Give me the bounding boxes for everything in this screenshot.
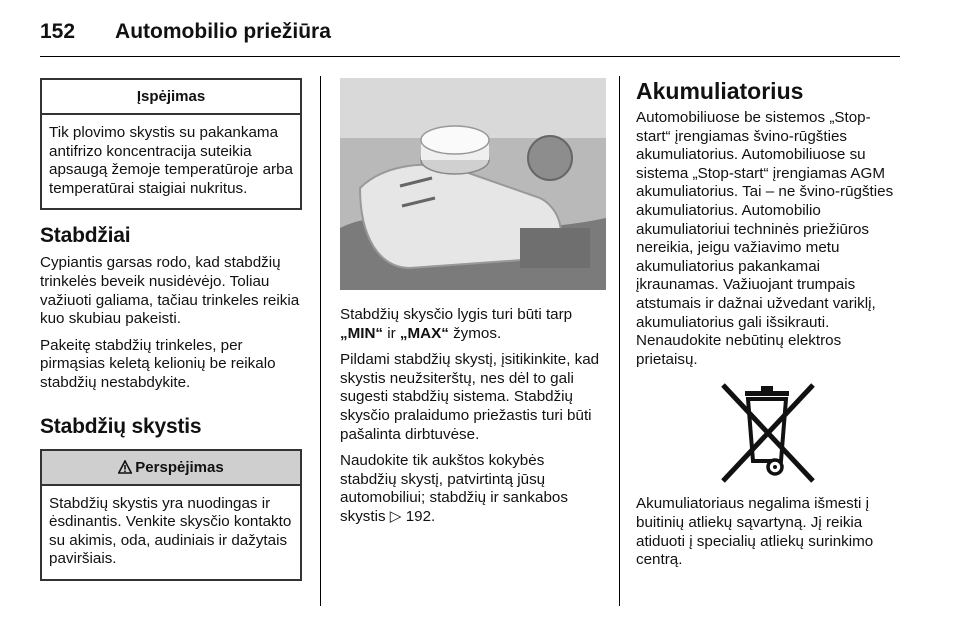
fluid-quality-text: Naudokite tik aukštos kokybės stabdžių skystį, patvirtintą jūsų automobiliui; stabdžių ir sankabos skystis	[340, 452, 568, 525]
page-ref-arrow-icon: ▷	[389, 507, 402, 525]
warning-triangle-icon	[118, 460, 132, 474]
filling-para: Pildami stabdžių skystį, įsitikinkite, kad skystis neužsiterštų, nes dėl to gali sugesti stabdžių sistema. Stabdžių skysčio pralaidumo priežastis turi būti pašalinta dirbtuvėse.	[340, 351, 600, 443]
section-title: Automobilio priežiūra	[115, 20, 331, 43]
fluid-level-text	[340, 306, 602, 343]
page-number: 152	[40, 20, 76, 43]
min-mark: „MIN“	[340, 324, 384, 342]
brakes-para-1: Cypiantis garsas rodo, kad stabdžių trinkelės beveik nusidėvėjo. Toliau važiuoti galiama, tačiau trinkeles reikia kuo skubiau pakeisti.	[40, 254, 300, 328]
warning-box-text: Tik plovimo skystis su pakankama antifrizo koncentracija suteikia apsaugą žemoje temperatūroje arba temperatūrai staigiai nukritus.	[49, 124, 293, 197]
crossed-bin-icon	[715, 381, 821, 485]
brake-fluid-reservoir-photo	[340, 78, 606, 290]
fluid-level-text-before: Stabdžių skysčio lygis turi būti tarp	[340, 306, 573, 323]
column-middle	[340, 78, 602, 527]
caution-box	[40, 449, 302, 581]
reservoir-illustration	[340, 78, 606, 290]
battery-para-2: Akumuliatoriaus negalima išmesti į buitinių atliekų sąvartyną. Jį reikia atiduoti į specialių atliekų surinkimo centrą.	[636, 495, 874, 569]
brakes-heading: Stabdžiai	[40, 224, 131, 248]
warning-box	[40, 78, 302, 210]
and-word: ir	[383, 324, 400, 342]
bin-icon-wrap	[636, 381, 900, 485]
caution-box-header	[42, 451, 300, 486]
brakes-para-2: Pakeitę stabdžių trinkeles, per pirmąsias keletą kelionių be reikalo stabdžių nestabdykite.	[40, 336, 276, 391]
caution-box-title: Perspėjimas	[135, 458, 224, 476]
brake-fluid-heading: Stabdžių skystis	[40, 414, 202, 438]
fluid-quality-para	[340, 452, 602, 526]
warning-box-title: Įspėjimas	[42, 80, 300, 115]
header-rule	[40, 56, 900, 57]
fluid-level-text-after: žymos.	[448, 324, 502, 342]
page-header	[40, 14, 331, 50]
max-mark: „MAX“	[399, 324, 449, 342]
page-ref-link[interactable]: 192.	[405, 507, 436, 525]
column-right	[636, 78, 900, 570]
battery-heading: Akumuliatorius	[636, 78, 804, 104]
column-divider-1	[320, 76, 321, 606]
column-left	[40, 78, 302, 581]
caution-box-text: Stabdžių skystis yra nuodingas ir ėsdinantis. Venkite skysčio kontakto su akimis, oda, audiniais ir dažytais paviršiais.	[49, 494, 292, 568]
column-divider-2	[619, 76, 620, 606]
battery-para-1: Automobiliuose be sistemos „Stop-start“ įrengiamas švino-rūgšties akumuliatorius. Automobiliuose su sistema „Stop-start“ įrengiamas AGM akumuliatorius. Tai – ne švino-rūgšties akumuliatorius. Automobilio akumuliatoriui techninės priežiūros nereikia, jeigu važiavimo metu akumuliatorius pakankamai įkraunamas. Važiuojant trumpais atstumais ir dažnai užvedant variklį, akumuliatorius gali išsikrauti. Nenaudokite nebūtinų elektros prietaisų.	[636, 109, 894, 368]
